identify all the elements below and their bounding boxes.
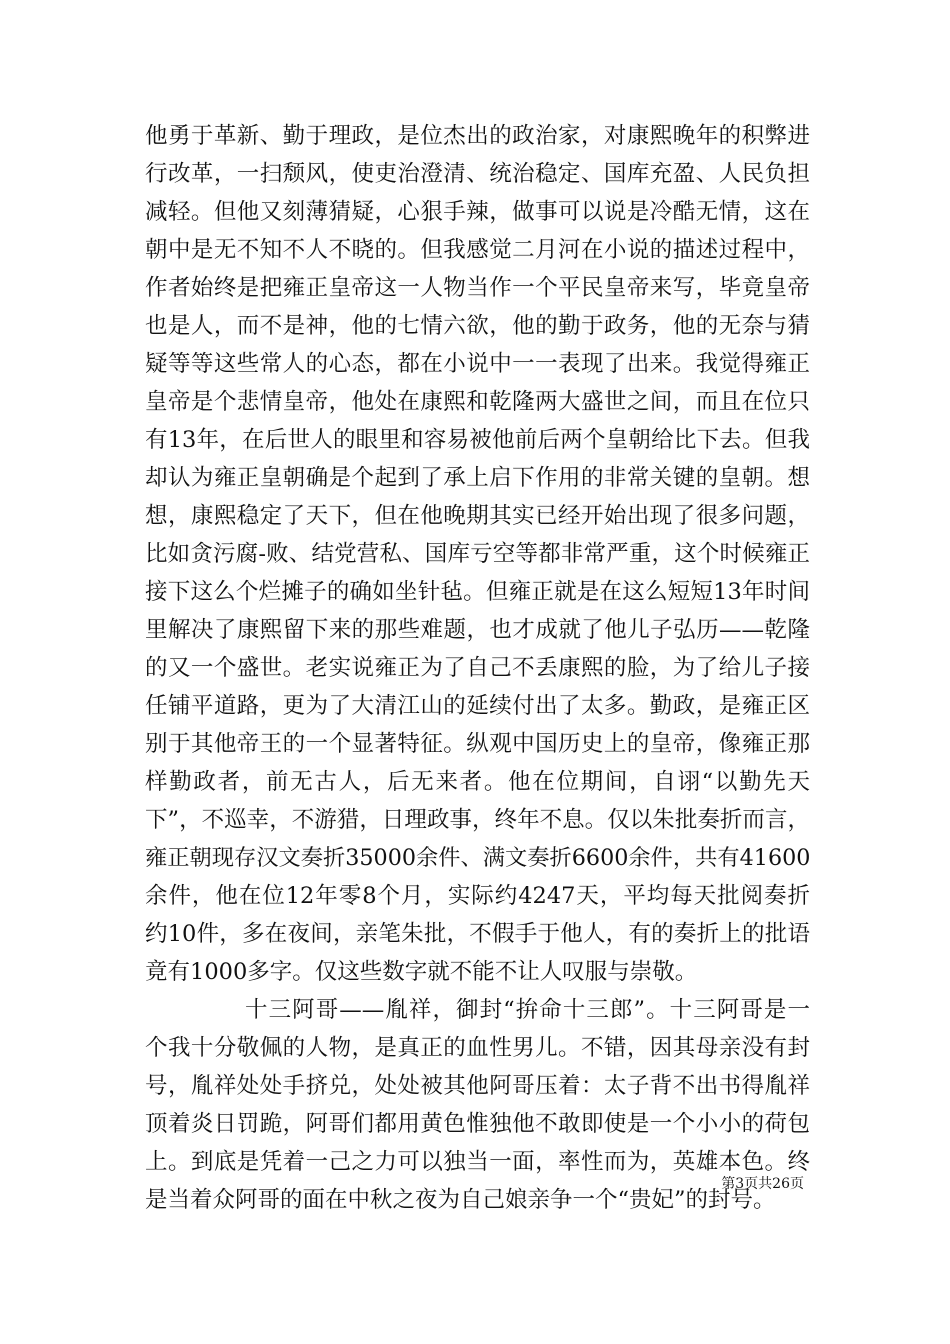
text-line: 竟有1000多字。仅这些数字就不能不让人叹服与崇敬。 xyxy=(145,959,698,985)
text-line: 约10件，多在夜间，亲笔朱批，不假手于他人，有的奏折上的批语 xyxy=(145,921,810,947)
text-line: 比如贪污腐-败、结党营私、国库亏空等都非常严重，这个时候雍正 xyxy=(145,541,810,567)
text-line: 行改革，一扫颓风，使吏治澄清、统治稳定、国库充盈、人民负担 xyxy=(145,161,810,187)
text-line: 别于其他帝王的一个显著特征。纵观中国历史上的皇帝，像雍正那 xyxy=(145,731,810,757)
text-line: 也是人，而不是神，他的七情六欲，他的勤于政务，他的无奈与猜 xyxy=(145,313,810,339)
text-line: 里解决了康熙留下来的那些难题，也才成就了他儿子弘历——乾隆 xyxy=(145,617,810,643)
text-line: 接下这么个烂摊子的确如坐针毡。但雍正就是在这么短短13年时间 xyxy=(145,579,810,605)
text-line: 想，康熙稳定了天下，但在他晚期其实已经开始出现了很多问题， xyxy=(145,503,810,529)
text-line: 个我十分敬佩的人物，是真正的血性男儿。不错，因其母亲没有封 xyxy=(145,1035,810,1061)
text-line: 是当着众阿哥的面在中秋之夜为自己娘亲争一个“贵妃”的封号。 xyxy=(145,1187,776,1213)
text-line: 皇帝是个悲情皇帝，他处在康熙和乾隆两大盛世之间，而且在位只 xyxy=(145,389,810,415)
text-line: 他勇于革新、勤于理政，是位杰出的政治家，对康熙晚年的积弊进 xyxy=(145,123,810,149)
text-line: 却认为雍正皇朝确是个起到了承上启下作用的非常关键的皇朝。想 xyxy=(145,465,810,491)
paragraph xyxy=(145,117,810,991)
text-line: 作者始终是把雍正皇帝这一人物当作一个平民皇帝来写，毕竟皇帝 xyxy=(145,275,810,301)
text-line: 样勤政者，前无古人，后无来者。他在位期间，自诩“以勤先天 xyxy=(145,769,810,795)
text-line: 下”，不巡幸，不游猎，日理政事，终年不息。仅以朱批奏折而言， xyxy=(145,807,810,833)
text-line: 顶着炎日罚跪，阿哥们都用黄色惟独他不敢即使是一个小小的荷包 xyxy=(145,1111,810,1137)
text-line: 减轻。但他又刻薄猜疑，心狠手辣，做事可以说是冷酷无情，这在 xyxy=(145,199,810,225)
text-line: 疑等等这些常人的心态，都在小说中一一表现了出来。我觉得雍正 xyxy=(145,351,810,377)
page-number: 第3页共26页 xyxy=(721,1176,804,1192)
text-line: 余件，他在位12年零8个月，实际约4247天，平均每天批阅奏折 xyxy=(145,883,810,909)
text-line: 有13年，在后世人的眼里和容易被他前后两个皇朝给比下去。但我 xyxy=(145,427,810,453)
text-line: 号，胤祥处处手挤兑，处处被其他阿哥压着：太子背不出书得胤祥 xyxy=(145,1073,810,1099)
text-line: 雍正朝现存汉文奏折35000余件、满文奏折6600余件，共有41600 xyxy=(145,845,811,871)
text-line: 的又一个盛世。老实说雍正为了自己不丢康熙的脸，为了给儿子接 xyxy=(145,655,810,681)
text-line: 朝中是无不知不人不晓的。但我感觉二月河在小说的描述过程中， xyxy=(145,237,810,263)
text-line: 任铺平道路，更为了大清江山的延续付出了太多。勤政，是雍正区 xyxy=(145,693,810,719)
text-line: 十三阿哥——胤祥，御封“拚命十三郎”。十三阿哥是一 xyxy=(245,997,810,1023)
body-text xyxy=(145,117,810,1219)
text-line: 上。到底是凭着一己之力可以独当一面，率性而为，英雄本色。终 xyxy=(145,1149,810,1175)
